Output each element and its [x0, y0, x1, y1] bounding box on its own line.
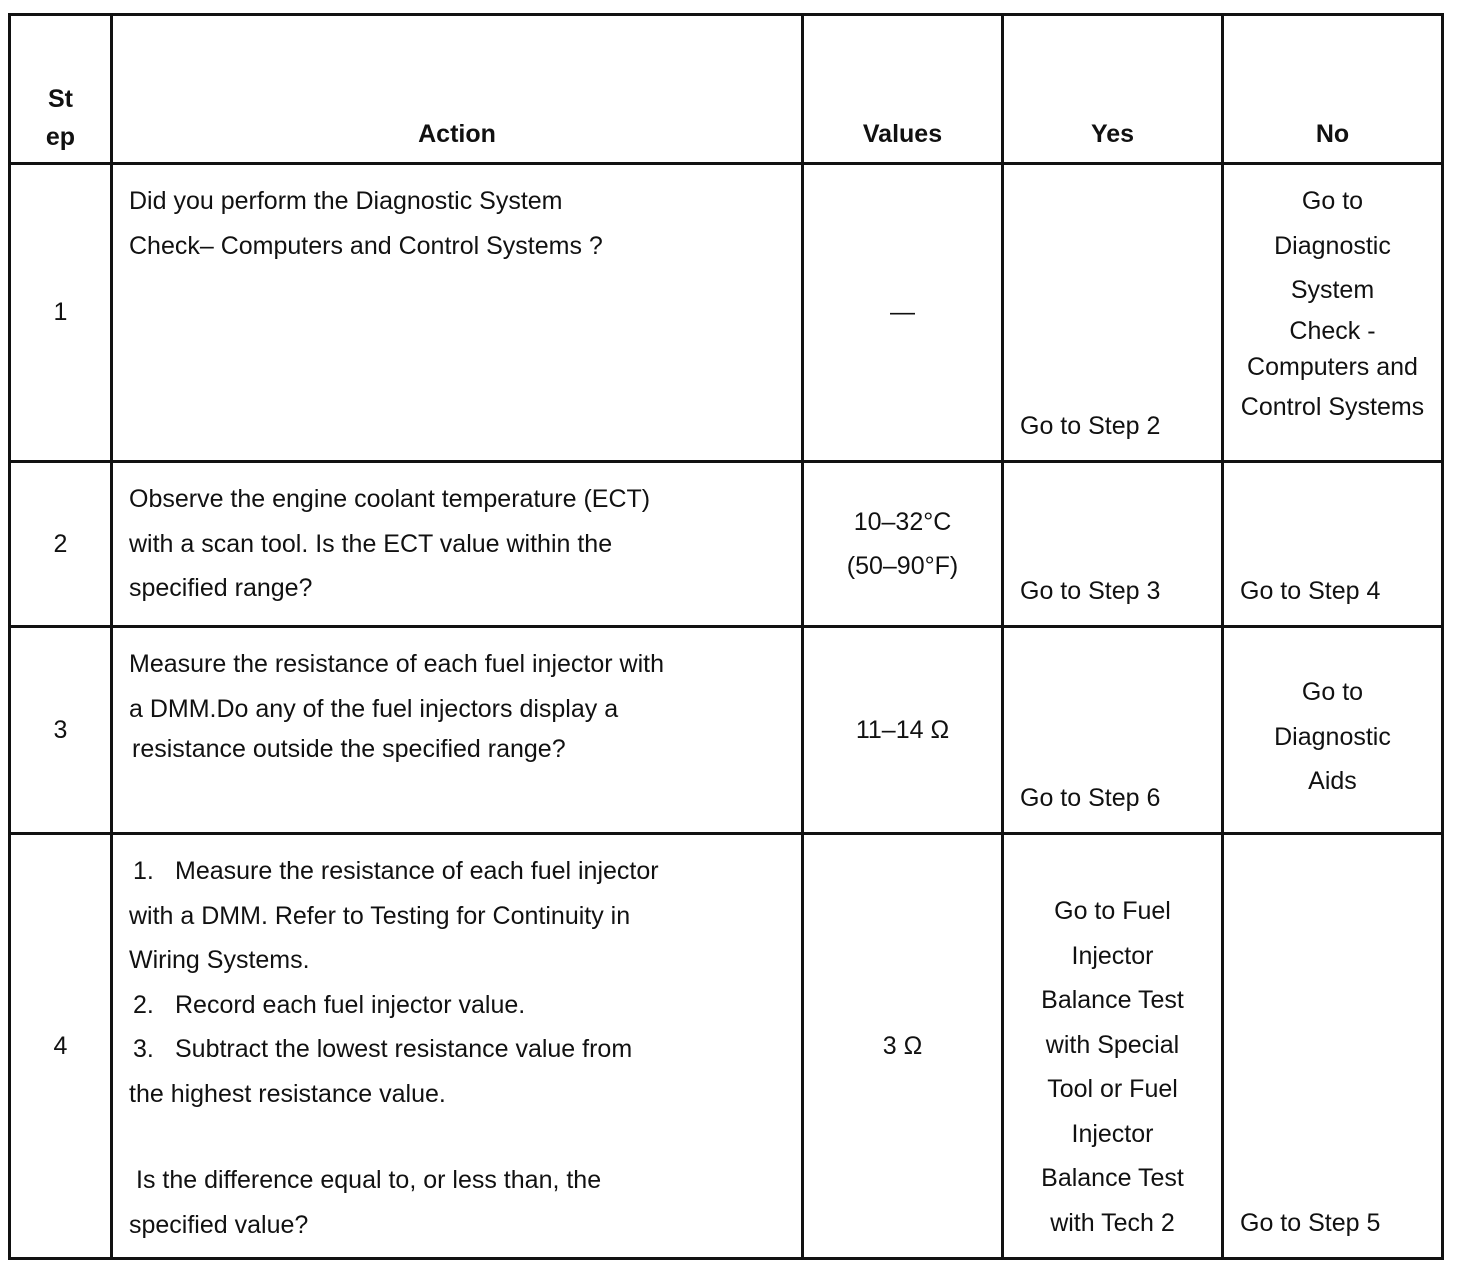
header-action: Action [113, 16, 804, 165]
action-4-question-line: Is the difference equal to, or less than, the [136, 1166, 602, 1194]
no-1-line: Control Systems [1240, 392, 1425, 421]
action-4-item-text: Wiring Systems. [129, 946, 310, 974]
header-values: Values [804, 16, 1004, 165]
action-4-item-text: Record each fuel injector value. [175, 990, 526, 1019]
header-step-line1: St [48, 85, 73, 113]
action-2 [113, 463, 804, 628]
action-3-line: resistance outside the specified range? [132, 735, 566, 763]
no-1-line: Check - [1289, 316, 1376, 345]
no-3 [1224, 628, 1441, 835]
no-1-line: Computers and [1247, 352, 1418, 381]
step-3: 3 [11, 628, 113, 835]
no-3-line: Go to [1301, 678, 1364, 707]
action-1-line: Check– Computers and Control Systems ? [129, 231, 603, 260]
value-2-line: (50–90°F) [846, 552, 959, 580]
action-4-item [129, 1027, 785, 1072]
value-2 [804, 463, 1004, 628]
step-4: 4 [11, 835, 113, 1257]
step-1: 1 [11, 165, 113, 463]
diagnostic-table [8, 13, 1444, 1260]
no-1-line: Diagnostic [1274, 231, 1391, 260]
value-4: 3 Ω [804, 835, 1004, 1257]
value-3: 11–14 Ω [804, 628, 1004, 835]
action-4-item [129, 894, 785, 939]
no-3-line: Diagnostic [1274, 722, 1391, 751]
step-2: 2 [11, 463, 113, 628]
action-1-line: Did you perform the Diagnostic System [129, 187, 563, 215]
yes-2: Go to Step 3 [1004, 463, 1224, 628]
action-1 [113, 165, 804, 463]
yes-4-line: Injector [1071, 1119, 1154, 1148]
action-3-line: a DMM.Do any of the fuel injectors display a [129, 694, 619, 723]
yes-3: Go to Step 6 [1004, 628, 1224, 835]
action-2-line: with a scan tool. Is the ECT value within the [129, 529, 613, 558]
yes-1: Go to Step 2 [1004, 165, 1224, 463]
yes-4-line: with Tech 2 [1050, 1208, 1175, 1237]
spacer [129, 1116, 785, 1158]
no-1-line: System [1290, 276, 1375, 304]
action-4-item [129, 983, 785, 1028]
no-1 [1224, 165, 1441, 463]
header-yes: Yes [1004, 16, 1224, 165]
action-4-item-number: 3. [133, 1035, 154, 1063]
action-3 [113, 628, 804, 835]
yes-4-line: with Special [1045, 1030, 1180, 1059]
action-4-item-text: Subtract the lowest resistance value from [175, 1035, 633, 1063]
action-2-line: specified range? [129, 574, 313, 602]
no-2: Go to Step 4 [1224, 463, 1441, 628]
header-no: No [1224, 16, 1441, 165]
yes-4-line: Balance Test [1041, 1164, 1184, 1192]
action-4-item [129, 849, 785, 894]
yes-4-line: Injector [1071, 941, 1154, 970]
action-3-line: Measure the resistance of each fuel injector with [129, 650, 664, 678]
action-4-item [129, 938, 785, 983]
value-2-line: 10–32°C [853, 507, 952, 536]
yes-4-line: Go to Fuel [1054, 897, 1171, 925]
yes-4-line: Tool or Fuel [1047, 1075, 1178, 1103]
action-2-line: Observe the engine coolant temperature (ECT) [129, 485, 651, 513]
yes-4 [1004, 835, 1224, 1257]
action-4-item-text: with a DMM. Refer to Testing for Continuity in [129, 901, 631, 930]
header-step [11, 16, 113, 165]
header-step-line2: ep [45, 123, 76, 151]
value-1: — [804, 165, 1004, 463]
action-4-item-text: the highest resistance value. [129, 1079, 446, 1108]
action-4-item-number: 2. [133, 990, 154, 1019]
action-4-question-line: specified value? [129, 1210, 309, 1239]
no-1-line: Go to [1301, 187, 1364, 215]
action-4-item [129, 1072, 785, 1117]
no-3-line: Aids [1308, 767, 1357, 796]
action-4-item-text: Measure the resistance of each fuel injector [175, 857, 659, 885]
no-4: Go to Step 5 [1240, 1208, 1381, 1237]
yes-4-line: Balance Test [1041, 986, 1184, 1014]
action-4 [113, 835, 804, 1257]
action-4-item-number: 1. [133, 857, 154, 885]
